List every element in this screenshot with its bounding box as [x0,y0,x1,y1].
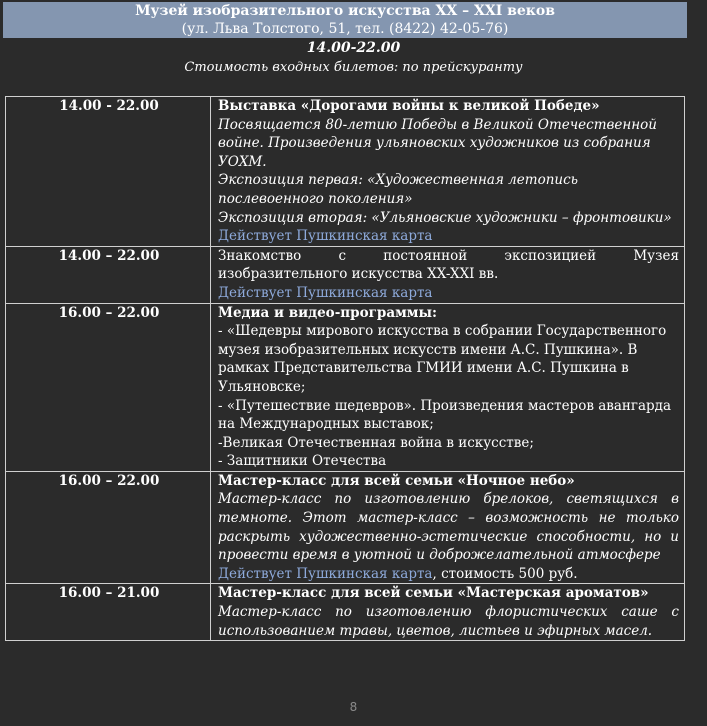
table-row [6,303,685,471]
event-title: Мастер-класс для всей семьи «Мастерская ароматов» [218,585,649,602]
pushkin-card-link[interactable]: Действует Пушкинская карта [218,228,433,245]
event-title: Медиа и видео-программы: [218,304,438,321]
event-cell [211,584,685,641]
price-text: , стоимость 500 руб. [432,565,578,582]
event-cell [211,246,685,303]
event-description: Знакомство с постоянной экспозицией Музея изобразительного искусства XX-XXI вв. [218,247,679,283]
event-cell [211,471,685,584]
ticket-price-note: Стоимость входных билетов: по прейскуранту [184,60,523,75]
time-cell: 14.00 - 22.00 [6,97,211,247]
opening-hours: 14.00-22.00 [306,40,401,56]
event-description: Посвящается 80-летию Победы в Великой Отечественной войне. Произведения ульяновских художников из собрания УОХМ. [218,116,657,170]
event-title: Мастер-класс для всей семьи «Ночное небо» [218,472,575,489]
event-title: Выставка «Дорогами войны к великой Победе» [218,98,600,114]
pushkin-card-link[interactable]: Действует Пушкинская карта [218,565,433,582]
schedule-table [5,96,685,641]
table-row [6,471,685,584]
program-item: - «Шедевры мирового искусства в собрании Государственного музея изобразительных искусств имени А.С. Пушкина». В рамках Представительства ГМИИ имени А.С. Пушкина в Ульяновске; [218,323,667,395]
table-row [6,246,685,303]
museum-title: Музей изобразительного искусства XX – XXI веков [135,3,555,19]
time-cell: 16.00 – 22.00 [6,471,211,584]
event-description: Мастер-класс по изготовлению флористических саше с использованием травы, цветов, листьев и эфирных масел. [218,604,679,639]
event-cell [211,97,685,247]
program-item: - Защитники Отечества [218,453,387,470]
time-cell: 16.00 – 22.00 [6,303,211,471]
exposition-first: Экспозиция первая: «Художественная летопись послевоенного поколения» [218,172,578,207]
exposition-second: Экспозиция вторая: «Ульяновские художники – фронтовики» [218,209,672,226]
card-and-price [218,565,679,584]
page-number: 8 [349,700,358,714]
event-description: Мастер-класс по изготовлению брелоков, светящихся в темноте. Этот мастер-класс – возможность не только раскрыть художественно-эстетические способности, но и провести время в уютной и доброжелательной атмосфере [218,491,679,564]
time-cell: 14.00 – 22.00 [6,246,211,303]
museum-header [3,2,687,38]
table-row [6,97,685,247]
program-item: - «Путешествие шедевров». Произведения мастеров авангарда на Международных выставок; [218,397,672,433]
program-item: -Великая Отечественная война в искусстве; [218,434,534,451]
event-cell [211,303,685,471]
pushkin-card-link[interactable]: Действует Пушкинская карта [218,284,433,301]
museum-address: (ул. Льва Толстого, 51, тел. (8422) 42-05-76) [181,21,509,37]
time-cell: 16.00 – 21.00 [6,584,211,641]
table-row [6,584,685,641]
